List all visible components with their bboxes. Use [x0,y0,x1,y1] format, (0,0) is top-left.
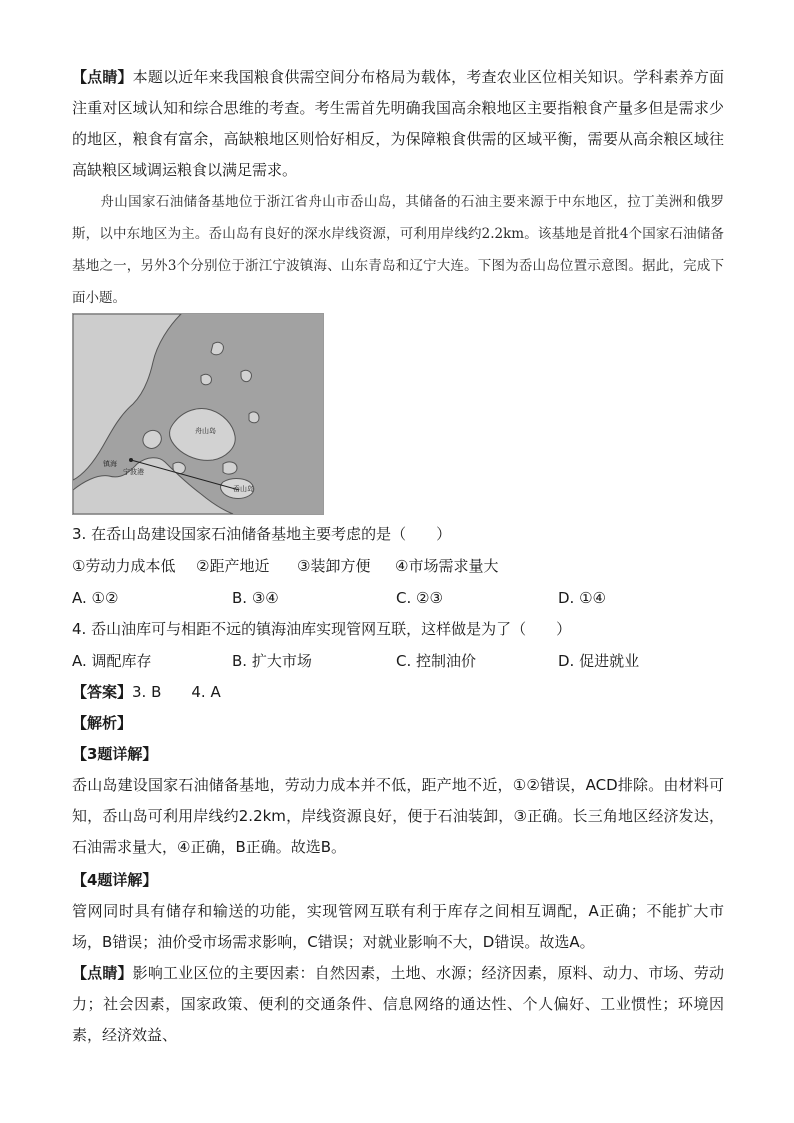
q3-item-3: ③装卸方便 [297,557,371,575]
material-text: 舟山国家石油储备基地位于浙江省舟山市岙山岛，其储备的石油主要来源于中东地区，拉丁美洲和俄罗斯，以中东地区为主。岙山岛有良好的深水岸线资源，可利用岸线约2.2km。该基地是首批4个国家石油储备基地之一，另外3个分别位于浙江宁波镇海、山东青岛和辽宁大连。下图为岙山岛位置示意图。据此，完成下面小题。 [72,194,724,306]
question-3-stem: 3. 在岙山岛建设国家石油储备基地主要考虑的是（ ） [72,525,452,543]
q4-option-d: D. 促进就业 [558,652,640,670]
q3-option-c: C. ②③ [396,589,443,607]
q3-option-a: A. ①② [72,589,119,607]
map-label-ningbo: 宁波港 [123,468,144,476]
material-paragraph [72,186,724,314]
q3-item-4: ④市场需求量大 [395,557,499,575]
answer-tag: 【答案】 [72,683,133,701]
analysis-tag: 【解析】 [72,714,133,732]
key-point-tag: 【点睛】 [72,68,133,86]
q4-option-c: C. 控制油价 [396,652,477,670]
factors-text: 影响工业区位的主要因素：自然因素，土地、水源；经济因素，原料、动力、市场、劳动力；社会因素，国家政策、便利的交通条件、信息网络的通达性、个人偏好、工业惯性；环境因素，经济效益、 [72,964,724,1044]
detail-4-tag: 【4题详解】 [72,871,158,889]
map-label-aoshan: 岙山岛 [233,485,254,493]
aoshan-island-map [72,313,324,515]
q4-option-a: A. 调配库存 [72,652,152,670]
q4-option-b: B. 扩大市场 [232,652,312,670]
detail-4-text: 管网同时具有储存和输送的功能，实现管网互联有利于库存之间相互调配，A正确；不能扩大市场，B错误；油价受市场需求影响，C错误；对就业影响不大，D错误。故选A。 [72,902,724,951]
q3-item-2: ②距产地近 [196,557,270,575]
map-label-zhenhai: 镇海 [103,460,117,468]
detail-3-text: 岙山岛建设国家石油储备基地，劳动力成本并不低，距产地不近，①②错误，ACD排除。由材料可知，岙山岛可利用岸线约2.2km，岸线资源良好，便于石油装卸，③正确。长三角地区经济发达，石油需求量大，④正确，B正确。故选B。 [72,776,724,856]
question-4-stem: 4. 岙山油库可与相距不远的镇海油库实现管网互联，这样做是为了（ ） [72,620,572,638]
factors-tag: 【点睛】 [72,964,133,982]
q3-option-b: B. ③④ [232,589,279,607]
key-point-text: 本题以近年来我国粮食供需空间分布格局为载体，考查农业区位相关知识。学科素养方面注重对区域认知和综合思维的考查。考生需首先明确我国高余粮地区主要指粮食产量多但是需求少的地区，粮食有富余，高缺粮地区则恰好相反，为保障粮食供需的区域平衡，需要从高余粮区域往高缺粮区域调运粮食以满足需求。 [72,68,724,179]
detail-3-tag: 【3题详解】 [72,745,158,763]
key-point-paragraph [72,62,724,186]
factors-paragraph [72,958,724,1051]
map-label-zhoushan: 舟山岛 [195,427,216,435]
answer-text: 3. B 4. A [132,683,221,701]
answer-line [72,682,221,702]
q3-item-1: ①劳动力成本低 [72,557,176,575]
q3-option-d: D. ①④ [558,589,606,607]
